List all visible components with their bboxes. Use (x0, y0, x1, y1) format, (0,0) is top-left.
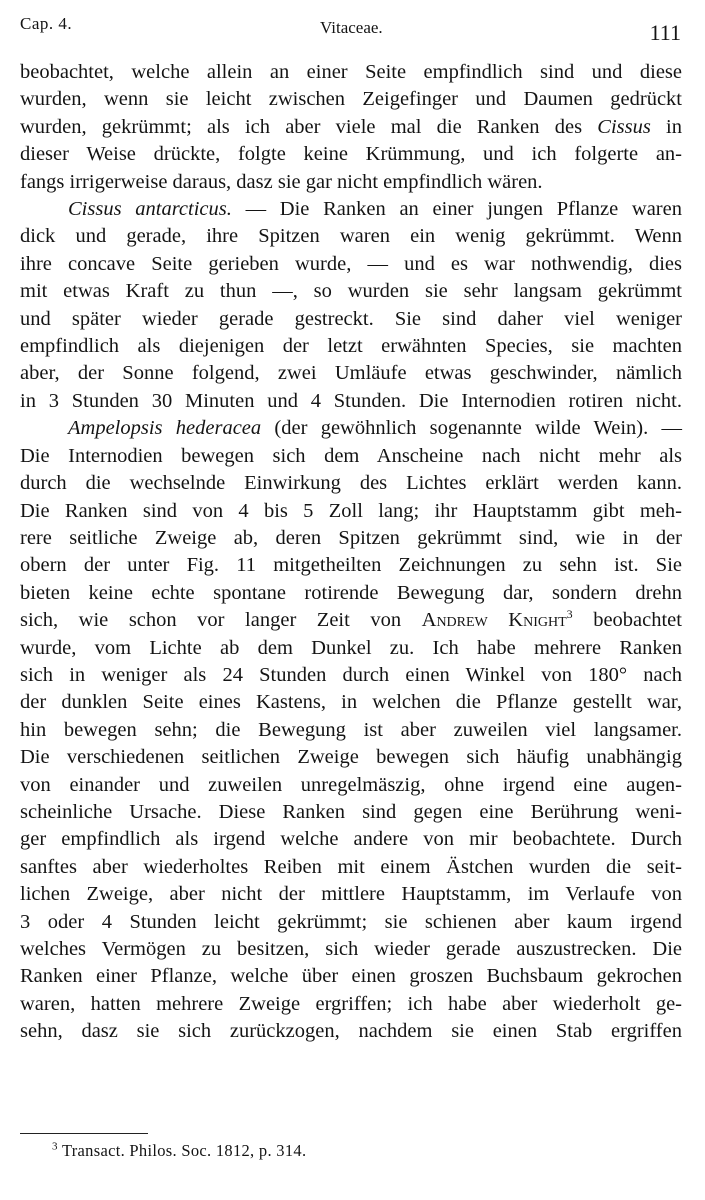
text-line: scheinliche Ursache. Diese Ranken sind gegen eine Berührung weni- (20, 800, 682, 823)
text-line: empfindlich als diejenigen der letzt erwähnten Species, sie machten (20, 335, 682, 358)
page-number: 111 (649, 20, 681, 45)
text-line: 3 oder 4 Stunden leicht gekrümmt; sie schienen aber kaum irgend (20, 910, 682, 933)
footnote-divider (20, 1133, 148, 1134)
taxon-name: Ampelopsis hederacea (68, 417, 262, 440)
text-line: obern der unter Fig. 11 mitgetheilten Zeichnungen zu sehn ist. Sie (20, 554, 682, 577)
text-line: mit etwas Kraft zu thun —, so wurden sie sehr langsam gekrümmt (20, 280, 682, 303)
text-line: lichen Zweige, aber nicht der mittlere Hauptstamm, im Verlaufe von (20, 883, 682, 906)
text-line: rere seitliche Zweige ab, deren Spitzen gekrümmt sind, wie in der (20, 526, 682, 549)
text-line: bieten keine echte spontane rotirende Bewegung dar, sondern drehn (20, 581, 682, 604)
footnote-text: Transact. Philos. Soc. 1812, p. 314. (61, 1141, 307, 1160)
body-text (20, 59, 682, 1046)
text-line: fangs irrigerweise daraus, dasz sie gar nicht empfindlich wären. (20, 170, 543, 193)
text-line: ger empfindlich als irgend welche andere von mir beobachtete. Durch (20, 828, 682, 851)
text-line: und später wieder gerade gestreckt. Sie sind daher viel weniger (20, 307, 682, 330)
text-line: sich, wie schon vor langer Zeit von Andrew Knight$^3$ beobachtet (20, 607, 682, 632)
text-line: sanftes aber wiederholtes Reiben mit einem Ästchen wurden die seit- (20, 855, 682, 878)
text-line: dieser Weise drückte, folgte keine Krümmung, und ich folgerte an- (20, 143, 682, 166)
paragraph-start: Cissus antarcticus. — Die Ranken an einer jungen Pflanze waren (68, 198, 682, 221)
text-line: ihre concave Seite gerieben wurde, — und es war nothwendig, dies (20, 252, 682, 275)
taxon-name: Cissus antarcticus. (68, 198, 232, 221)
text-line: Ranken einer Pflanze, welche über einen groszen Buchsbaum gekrochen (20, 965, 682, 988)
footnote (52, 1141, 306, 1161)
text-line: beobachtet, welche allein an einer Seite empfindlich sind und diese (20, 61, 682, 83)
text-line: Die verschiedenen seitlichen Zweige bewegen sich häufig unabhängig (20, 746, 682, 769)
text-line: Die Internodien bewegen sich dem Anscheine nach nicht mehr als (20, 444, 682, 467)
text-line: von einander und zuweilen unregelmäszig, ohne irgend eine augen- (20, 773, 682, 796)
text-line: welches Vermögen zu besitzen, sich wieder gerade auszustrecken. Die (20, 938, 682, 960)
text-line: aber, der Sonne folgend, zwei Umläufe etwas geschwinder, nämlich (20, 362, 682, 385)
footnote-marker: 3 (52, 1140, 58, 1153)
text-line: der dunklen Seite eines Kastens, in welchen die Pflanze gestellt war, (20, 691, 682, 714)
footnote-reference: 3 (566, 607, 573, 622)
paragraph-start: Ampelopsis hederacea (der gewöhnlich sogenannte wilde Wein). — (68, 417, 682, 440)
text-line: in 3 Stunden 30 Minuten und 4 Stunden. Die Internodien rotiren nicht. (20, 389, 682, 412)
text-line: Die Ranken sind von 4 bis 5 Zoll lang; ihr Hauptstamm gibt meh- (20, 499, 682, 522)
text-line: dick und gerade, ihre Spitzen waren ein wenig gekrümmt. Wenn (20, 225, 682, 248)
text-line: wurden, gekrümmt; als ich aber viele mal die Ranken des Cissus in (20, 115, 682, 138)
author-name: Andrew Knight (421, 609, 567, 632)
text-line: wurden, wenn sie leicht zwischen Zeigefinger und Daumen gedrückt (20, 88, 682, 111)
text-line: wurde, vom Lichte ab dem Dunkel zu. Ich habe mehrere Ranken (20, 636, 682, 659)
section-title: Vitaceae. (320, 18, 383, 37)
text-line: hin bewegen sehn; die Bewegung ist aber zuweilen viel langsamer. (20, 718, 682, 741)
text-line: durch die wechselnde Einwirkung des Lichtes erklärt werden kann. (20, 472, 682, 495)
text-line: sehn, dasz sie sich zurückzogen, nachdem sie einen Stab ergriffen (20, 1020, 682, 1043)
text-line: sich in weniger als 24 Stunden durch einen Winkel von 180° nach (20, 663, 682, 686)
running-header (0, 0, 705, 52)
text-line: waren, hatten mehrere Zweige ergriffen; ich habe aber wiederholt ge- (20, 992, 682, 1015)
chapter-label: Cap. 4. (20, 14, 73, 33)
taxon-name: Cissus (597, 115, 651, 138)
